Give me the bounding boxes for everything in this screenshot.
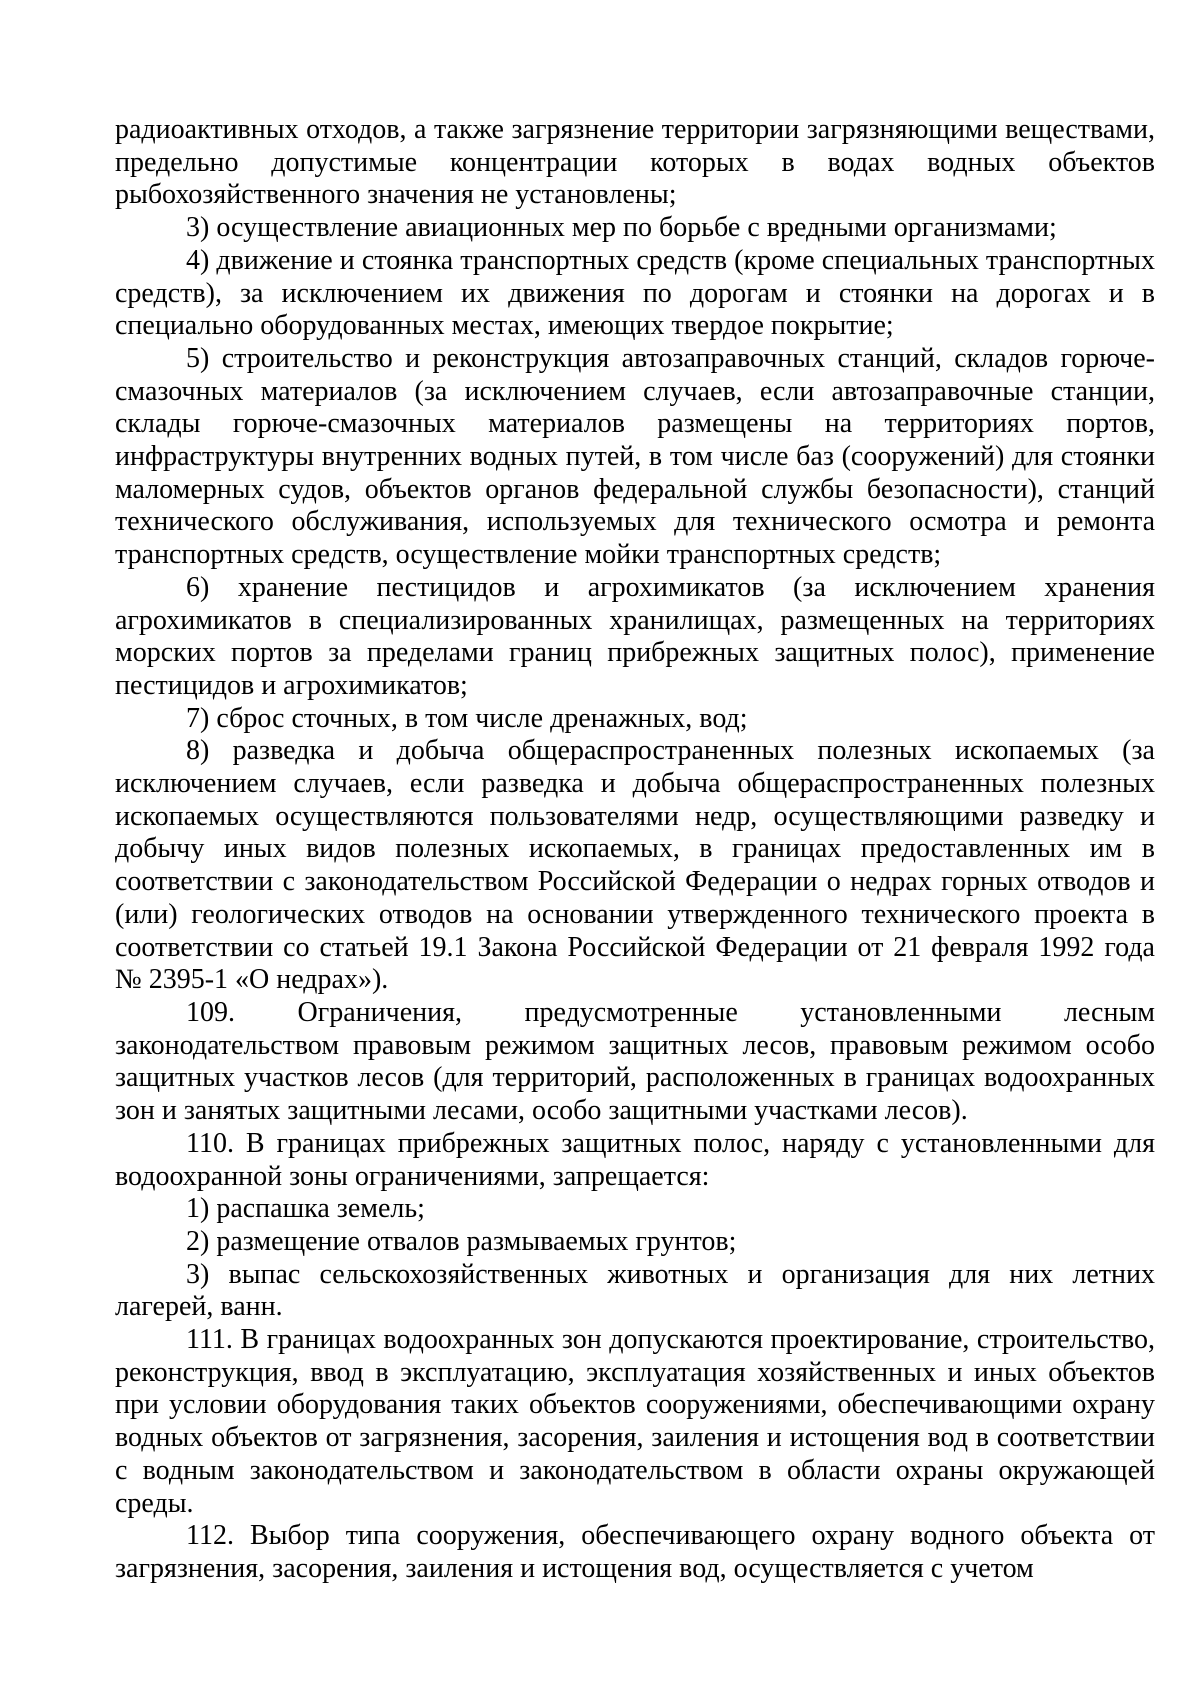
document-body <box>115 114 1155 1586</box>
paragraph-item-5-fuel-stations: 5) строительство и реконструкция автозаправочных станций, складов горюче-смазочных материалов (за исключением случаев, если автозаправочные станции, склады горюче-смазочных материалов размещены на территориях портов, инфраструктуры внутренних водных путей, в том числе баз (сооружений) для стоянки маломерных судов, объектов органов федеральной службы безопасности), станций технического обслуживания, используемых для технического осмотра и ремонта транспортных средств, осуществление мойки транспортных средств; <box>115 342 1155 571</box>
paragraph-item-6-pesticides: 6) хранение пестицидов и агрохимикатов (за исключением хранения агрохимикатов в специализированных хранилищах, размещенных на территориях морских портов за пределами границ прибрежных защитных полос), применение пестицидов и агрохимикатов; <box>115 571 1155 701</box>
paragraph-110: 110. В границах прибрежных защитных полос, наряду с установленными для водоохранной зоны ограничениями, запрещается: <box>115 1127 1155 1192</box>
paragraph-110-item-3: 3) выпас сельскохозяйственных животных и организация для них летних лагерей, ванн. <box>115 1258 1155 1323</box>
paragraph-item-8-mining: 8) разведка и добыча общераспространенных полезных ископаемых (за исключением случаев, если разведка и добыча общераспространенных полезных ископаемых осуществляются пользователями недр, осуществляющими разведку и добычу иных видов полезных ископаемых, в границах предоставленных им в соответствии с законодательством Российской Федерации о недрах горных отводов и (или) геологических отводов на основании утвержденного технического проекта в соответствии со статьей 19.1 Закона Российской Федерации от 21 февраля 1992 года № 2395-1 «О недрах»). <box>115 735 1155 996</box>
paragraph-item-3-aviation: 3) осуществление авиационных мер по борьбе с вредными организмами; <box>186 212 1057 244</box>
paragraph-110-item-1: 1) распашка земель; <box>186 1193 425 1225</box>
paragraph-112: 112. Выбор типа сооружения, обеспечивающего охрану водного объекта от загрязнения, засорения, заиления и истощения вод, осуществляется с учетом <box>115 1520 1155 1584</box>
paragraph-110-item-2: 2) размещение отвалов размываемых грунтов; <box>186 1225 737 1257</box>
paragraph-109: 109. Ограничения, предусмотренные установленными лесным законодательством правовым режимом защитных лесов, правовым режимом особо защитных участков лесов (для территорий, расположенных в границах водоохранных зон и занятых защитными лесами, особо защитными участками лесов). <box>115 996 1155 1127</box>
paragraph-item-4-vehicles: 4) движение и стоянка транспортных средств (кроме специальных транспортных средств), за исключением их движения по дорогам и стоянки на дорогах и в специально оборудованных местах, имеющих твердое покрытие; <box>115 244 1155 342</box>
paragraph-continuation: радиоактивных отходов, а также загрязнение территории загрязняющими веществами, предельно допустимые концентрации которых в водах водных объектов рыбохозяйственного значения не установлены; <box>115 114 1155 211</box>
paragraph-item-7-wastewater: 7) сброс сточных, в том числе дренажных, вод; <box>186 702 748 734</box>
paragraph-111: 111. В границах водоохранных зон допускаются проектирование, строительство, реконструкция, ввод в эксплуатацию, эксплуатация хозяйственных и иных объектов при условии оборудования таких объектов сооружениями, обеспечивающими охрану водных объектов от загрязнения, засорения, заиления и истощения вод в соответствии с водным законодательством и законодательством в области охраны окружающей среды. <box>115 1324 1155 1519</box>
